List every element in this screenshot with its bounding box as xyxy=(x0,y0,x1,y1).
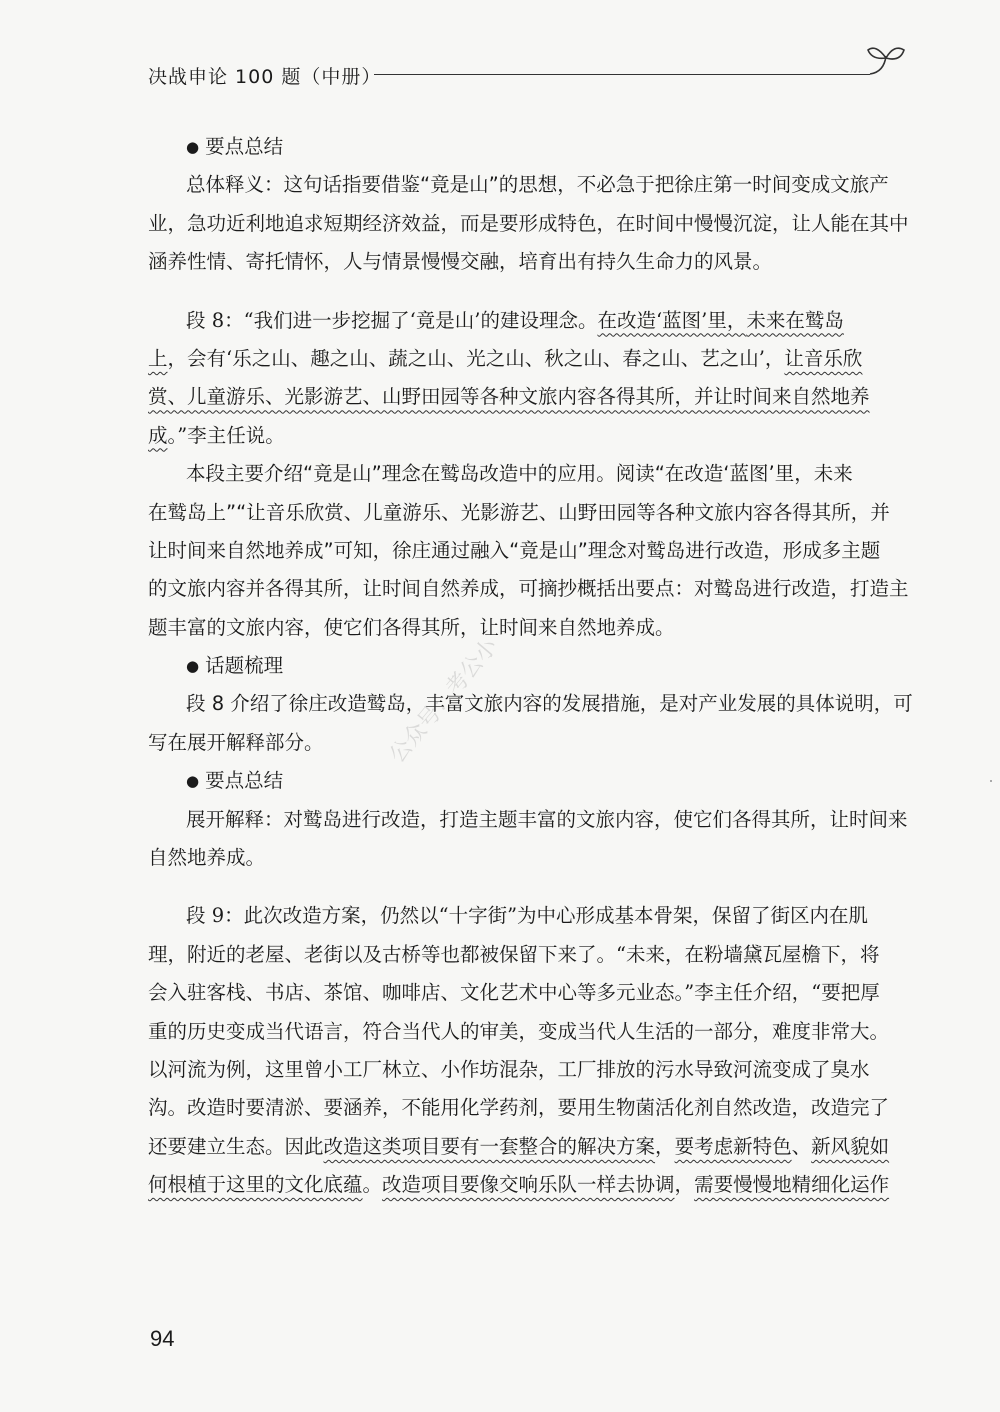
underlined-text: 要考虑新特色 xyxy=(674,1134,792,1158)
underlined-text: 新风貌如 xyxy=(811,1134,890,1158)
quote-line xyxy=(148,1166,900,1204)
quote-line: 段 9：此次改造方案，仍然以“十字街”为中心形成基本骨架，保留了街区内在肌 xyxy=(186,904,869,928)
underlined-text: 赏、儿童游乐、光影游艺、山野田园等各种文旅内容各得其所， xyxy=(148,385,695,409)
paragraph-line: 的文旅内容并各得其所，让时间自然养成，可摘抄概括出要点：对鹫岛进行改造，打造主 xyxy=(148,577,909,601)
watermark: 公众号：考公小 xyxy=(384,633,504,768)
book-title: 决战申论 100 题（中册） xyxy=(148,66,382,88)
quote-line xyxy=(148,1128,900,1166)
underlined-text: 未来在鹫岛 xyxy=(746,308,844,332)
quote-line xyxy=(148,417,900,455)
quote-text: ， xyxy=(655,1134,675,1158)
quote-line: 重的历史变成当代语言，符合当代人的审美，变成当代人生活的一部分，难度非常大。 xyxy=(148,1019,890,1043)
quote-text: 还要建立生态。 xyxy=(148,1134,285,1158)
paragraph-line: 展开解释：对鹫岛进行改造，打造主题丰富的文旅内容，使它们各得其所，让时间来 xyxy=(186,807,908,831)
quote-text: 。”李主任说。 xyxy=(167,423,285,447)
paragraph-line: 写在展开解释部分。 xyxy=(148,730,324,754)
underlined-text: 需要慢慢地精细化运作 xyxy=(694,1173,890,1197)
quote-text: 。 xyxy=(362,1173,383,1197)
section-heading-topic: ● 话题梳理 xyxy=(148,647,900,685)
paragraph-line: 本段主要介绍“竟是山”理念在鹫岛改造中的应用。阅读“在改造‘蓝图’里，未来 xyxy=(186,462,853,486)
quote-text: 段 8：“我们进一步挖掘了‘竟是山’的建设理念。 xyxy=(186,308,598,332)
paragraph-line: 自然地养成。 xyxy=(148,846,266,870)
underlined-text: 在改造‘蓝图’里， xyxy=(597,308,747,332)
underlined-text: 改造项目要像交响乐队一样去协调 xyxy=(382,1173,675,1197)
quote-text: 、 xyxy=(791,1134,812,1158)
quote-text: ， xyxy=(674,1173,695,1197)
underlined-text: 让音乐欣 xyxy=(784,346,863,370)
section-heading-summary: ● 要点总结 xyxy=(148,128,900,166)
quote-text: ，会有‘乐之山、趣之山、蔬之山、光之山、秋之山、春之山、艺之山’， xyxy=(167,346,785,370)
paragraph-line: 题丰富的文旅内容，使它们各得其所，让时间来自然地养成。 xyxy=(148,615,675,639)
section-heading-summary: ● 要点总结 xyxy=(148,762,900,800)
underlined-text: 改造这类项目要有一套整合的解决方案 xyxy=(323,1134,656,1158)
underlined-text: 何根植于这里的文化底蕴 xyxy=(148,1173,363,1197)
quote-line: 以河流为例，这里曾小工厂林立、小作坊混杂，工厂排放的污水导致河流变成了臭水 xyxy=(148,1057,870,1081)
quote-line xyxy=(148,302,900,340)
page-body xyxy=(148,128,913,1205)
quote-text: 因此 xyxy=(284,1134,324,1158)
quote-line xyxy=(148,378,900,416)
paragraph-line: 在鹫岛上”“让音乐欣赏、儿童游乐、光影游艺、山野田园等各种文旅内容各得其所，并 xyxy=(148,500,890,524)
sprout-icon xyxy=(864,42,908,90)
underlined-text: 上 xyxy=(148,346,168,370)
paragraph-line: 涵养性情、寄托情怀，人与情景慢慢交融，培育出有持久生命力的风景。 xyxy=(148,250,773,274)
page-number: 94 xyxy=(150,1326,175,1351)
underlined-text: 成 xyxy=(148,423,168,447)
header-rule xyxy=(374,74,870,75)
running-header xyxy=(148,60,908,96)
quote-line: 会入驻客栈、书店、茶馆、咖啡店、文化艺术中心等多元业态。”李主任介绍，“要把厚 xyxy=(148,981,880,1005)
scan-speck xyxy=(990,780,992,782)
paragraph-line: 段 8 介绍了徐庄改造鹫岛，丰富文旅内容的发展措施，是对产业发展的具体说明，可 xyxy=(186,692,913,716)
paragraph-line: 让时间来自然地养成”可知，徐庄通过融入“竟是山”理念对鹫岛进行改造，形成多主题 xyxy=(148,538,881,562)
paragraph-line: 总体释义：这句话指要借鉴“竟是山”的思想，不必急于把徐庄第一时间变成文旅产 xyxy=(186,173,889,197)
quote-line: 沟。改造时要清淤、要涵养，不能用化学药剂，要用生物菌活化剂自然改造，改造完了 xyxy=(148,1096,890,1120)
underlined-text: 并让时间来自然地养 xyxy=(694,385,870,409)
quote-line xyxy=(148,340,900,378)
paragraph-line: 业，急功近利地追求短期经济效益，而是要形成特色，在时间中慢慢沉淀，让人能在其中 xyxy=(148,211,909,235)
quote-line: 理，附近的老屋、老街以及古桥等也都被保留下来了。“未来，在粉墙黛瓦屋檐下，将 xyxy=(148,942,880,966)
